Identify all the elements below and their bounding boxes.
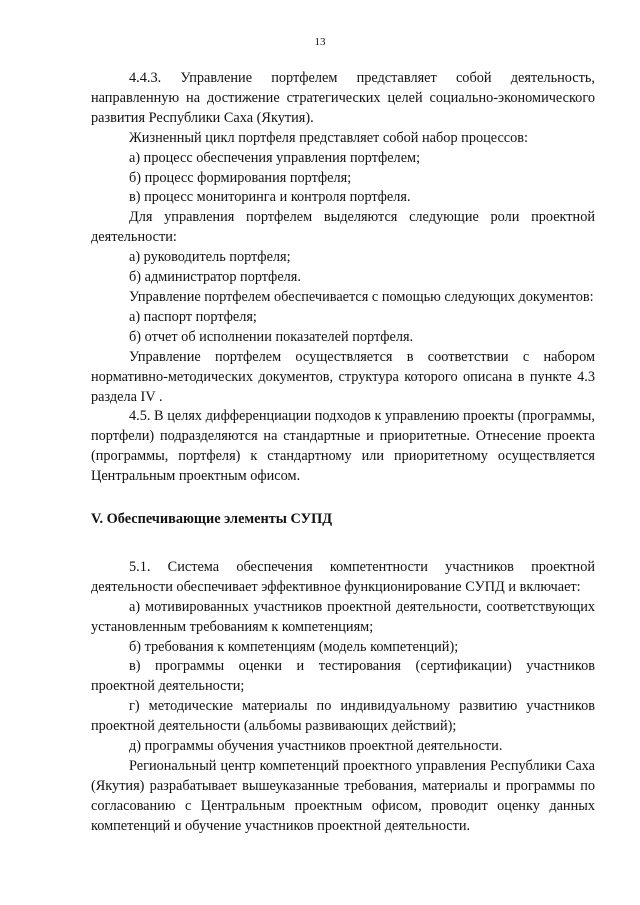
list-item: а) руководитель портфеля;	[129, 249, 291, 266]
paragraph-roles: Для управления портфелем выделяются следующие роли проектной деятельности:	[91, 209, 595, 246]
page-number: 13	[314, 36, 326, 48]
list-item: г) методические материалы по индивидуальному развитию участников проектной деятельности (альбомы развивающих действий);	[91, 698, 595, 735]
list-item: б) администратор портфеля.	[129, 269, 301, 286]
paragraph-normative: Управление портфелем осуществляется в соответствии с набором нормативно-методических документов, структура которого описана в пункте 4.3 раздела IV .	[91, 348, 595, 405]
list-item: д) программы обучения участников проектной деятельности.	[129, 738, 503, 755]
paragraph-lifecycle: Жизненный цикл портфеля представляет собой набор процессов:	[129, 129, 529, 146]
list-item: в) процесс мониторинга и контроля портфеля.	[129, 189, 411, 206]
paragraph-5-1: 5.1. Система обеспечения компетентности участников проектной деятельности обеспечивает эффективное функционирование СУПД и включает:	[91, 558, 595, 595]
list-item: б) требования к компетенциям (модель компетенций);	[129, 638, 459, 655]
list-item: а) паспорт портфеля;	[129, 308, 257, 325]
paragraph-4-5: 4.5. В целях дифференциации подходов к управлению проекты (программы, портфели) подразделяются на стандартные и приоритетные. Отнесение проекта (программы, портфеля) к стандартному или приоритетному осуществляется Центральным проектным офисом.	[91, 408, 595, 485]
list-item: б) отчет об исполнении показателей портфеля.	[129, 328, 414, 345]
document-body	[91, 69, 595, 837]
list-item: а) мотивированных участников проектной деятельности, соответствующих установленным требованиям к компетенциям;	[91, 598, 595, 635]
list-item: в) программы оценки и тестирования (сертификации) участников проектной деятельности;	[91, 658, 595, 695]
paragraph-4-4-3: 4.4.3. Управление портфелем представляет собой деятельность, направленную на достижение стратегических целей социально-экономического развития Республики Саха (Якутия).	[91, 70, 595, 126]
paragraph-regional-center: Региональный центр компетенций проектного управления Республики Саха (Якутия) разрабатывает вышеуказанные требования, материалы и программы по согласованию с Центральным проектным офисом, проводит оценку данных компетенций и обучение участников проектной деятельности.	[91, 758, 595, 834]
list-item: б) процесс формирования портфеля;	[129, 169, 352, 186]
paragraph-documents: Управление портфелем обеспечивается с помощью следующих документов:	[129, 288, 594, 305]
list-item: а) процесс обеспечения управления портфелем;	[129, 149, 421, 166]
section-heading: V. Обеспечивающие элементы СУПД	[91, 511, 333, 528]
